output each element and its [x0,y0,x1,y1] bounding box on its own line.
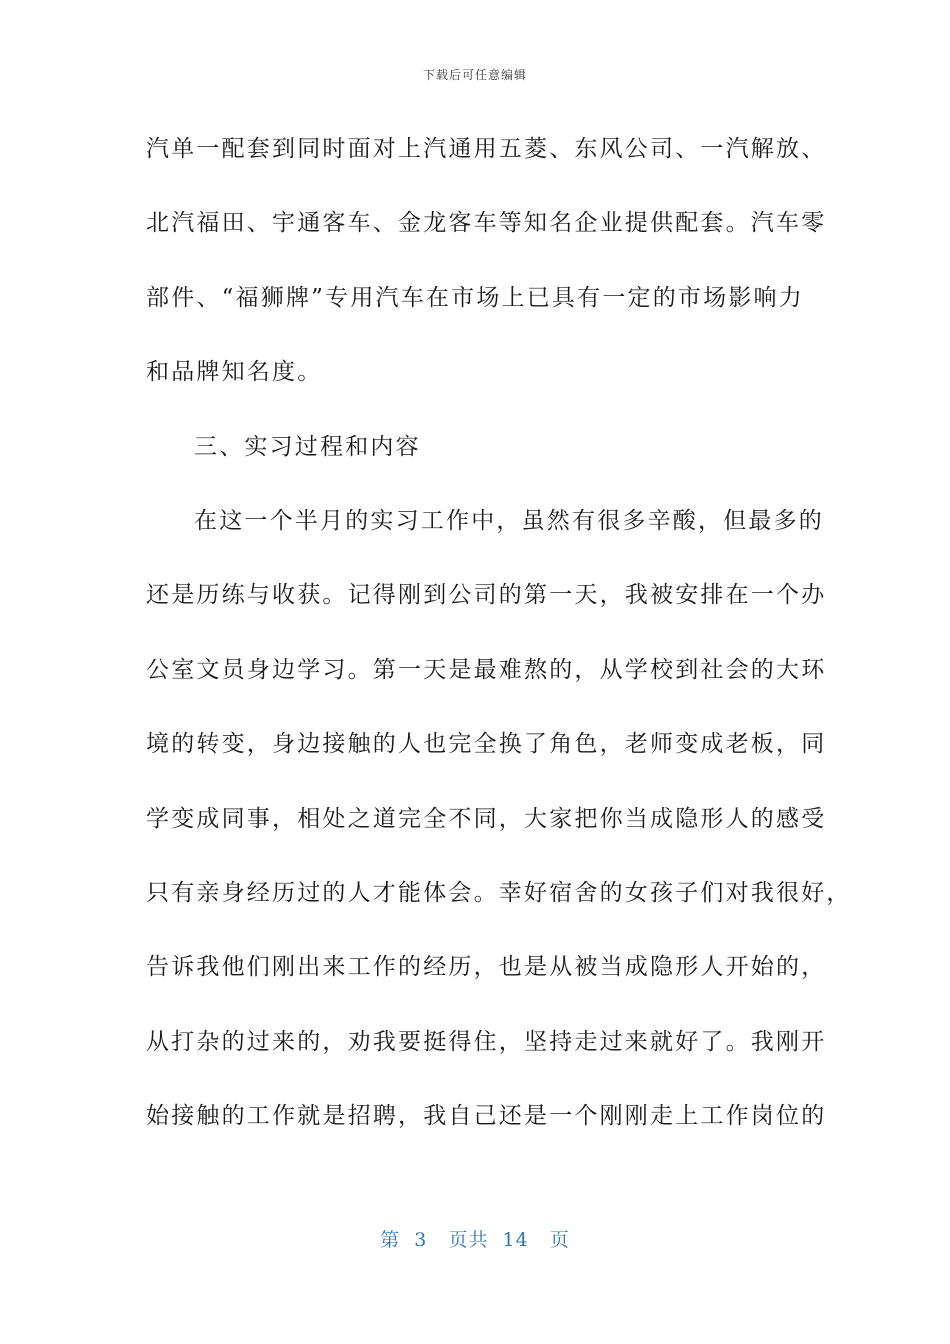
body-line: 还是历练与收获。记得刚到公司的第一天，我被安排在一个办 [146,582,827,609]
body-line: 只有亲身经历过的人才能体会。幸好宿舍的女孩子们对我很好， [146,879,852,906]
footer-middle: 页共 [448,1229,489,1251]
paragraph-first-line: 在这一个半月的实习工作中，虽然有很多辛酸，但最多的 [194,507,824,534]
body-line: 始接触的工作就是招聘，我自己还是一个刚刚走上工作岗位的 [146,1103,827,1130]
body-line: 境的转变，身边接触的人也完全换了角色，老师变成老板，同 [146,731,827,758]
body-line: 公室文员身边学习。第一天是最难熬的，从学校到社会的大环 [146,656,827,683]
body-line: 北汽福田、宇通客车、金龙客车等知名企业提供配套。汽车零 [146,210,827,237]
total-pages-number: 14 [502,1229,529,1251]
body-line: 学变成同事，相处之道完全不同，大家把你当成隐形人的感受 [146,805,827,832]
body-line: 从打杂的过来的，劝我要挺得住，坚持走过来就好了。我刚开 [146,1028,827,1055]
body-line: 告诉我他们刚出来工作的经历，也是从被当成隐形人开始的， [146,954,827,981]
page-footer [0,1225,950,1252]
body-line: 部件、“福狮牌”专用汽车在市场上已具有一定的市场影响力 [146,284,804,311]
body-line: 和品牌知名度。 [146,359,323,386]
body-line: 汽单一配套到同时面对上汽通用五菱、东风公司、一汽解放、 [146,136,827,162]
footer-prefix: 第 [380,1229,401,1251]
document-body [146,112,852,1153]
current-page-number: 3 [414,1229,428,1251]
footer-suffix: 页 [549,1229,570,1251]
page-header: 下载后可任意编辑 [422,68,527,82]
section-heading: 三、实习过程和内容 [194,433,421,460]
